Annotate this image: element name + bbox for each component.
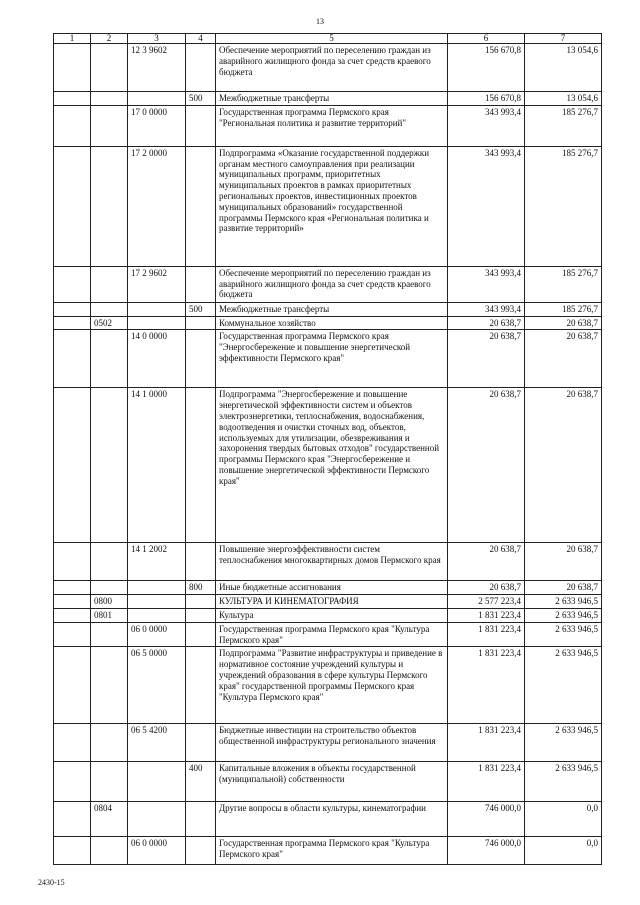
row-col1 bbox=[54, 316, 91, 330]
target-code bbox=[128, 762, 186, 802]
item-name: Подпрограмма "Развитие инфраструктуры и приведение в нормативное состояние учреждений культуры и учреждений образования в сфере культуры Пермского края" государственной программы Пермского края "Культура Пермского края" bbox=[216, 647, 448, 724]
expense-type-code bbox=[186, 44, 216, 92]
table-row bbox=[54, 802, 602, 837]
section-code bbox=[91, 146, 128, 266]
amount-col6: 343 993,4 bbox=[448, 146, 525, 266]
amount-col6: 2 577 223,4 bbox=[448, 595, 525, 609]
item-name: Бюджетные инвестиции на строительство объектов общественной инфраструктуры регионального значения bbox=[216, 724, 448, 762]
row-col1 bbox=[54, 595, 91, 609]
column-header-row bbox=[54, 34, 602, 44]
table-row bbox=[54, 146, 602, 266]
amount-col6: 1 831 223,4 bbox=[448, 762, 525, 802]
target-code bbox=[128, 595, 186, 609]
item-name: Межбюджетные трансферты bbox=[216, 92, 448, 106]
budget-table bbox=[53, 33, 602, 865]
amount-col7: 2 633 946,5 bbox=[525, 608, 602, 622]
expense-type-code bbox=[186, 266, 216, 302]
item-name: Капитальные вложения в объекты государственной (муниципальной) собственности bbox=[216, 762, 448, 802]
expense-type-code: 500 bbox=[186, 92, 216, 106]
amount-col7: 20 638,7 bbox=[525, 581, 602, 595]
expense-type-code bbox=[186, 146, 216, 266]
section-code bbox=[91, 302, 128, 316]
row-col1 bbox=[54, 330, 91, 388]
amount-col6: 343 993,4 bbox=[448, 302, 525, 316]
row-col1 bbox=[54, 608, 91, 622]
table-row bbox=[54, 266, 602, 302]
amount-col6: 20 638,7 bbox=[448, 543, 525, 581]
item-name: Государственная программа Пермского края "Энергосбережение и повышение энергетической эффективности Пермского края" bbox=[216, 330, 448, 388]
target-code: 14 1 2002 bbox=[128, 543, 186, 581]
target-code bbox=[128, 608, 186, 622]
amount-col7: 185 276,7 bbox=[525, 266, 602, 302]
table-row bbox=[54, 762, 602, 802]
table-row bbox=[54, 388, 602, 543]
amount-col7: 2 633 946,5 bbox=[525, 762, 602, 802]
amount-col6: 1 831 223,4 bbox=[448, 608, 525, 622]
amount-col7: 13 054,6 bbox=[525, 92, 602, 106]
item-name: Повышение энергоэффективности систем теплоснабжения многоквартирных домов Пермского края bbox=[216, 543, 448, 581]
table-row bbox=[54, 837, 602, 865]
amount-col6: 1 831 223,4 bbox=[448, 724, 525, 762]
table-row bbox=[54, 543, 602, 581]
item-name: Подпрограмма «Оказание государственной поддержки органам местного самоуправления при реализации муниципальных программ, приоритетных муниципальных проектов в рамках приоритетных региональных проектов, инвестиционных проектов муниципальных образований» государственной программы Пермского края «Региональная политика и развитие территорий» bbox=[216, 146, 448, 266]
row-col1 bbox=[54, 647, 91, 724]
amount-col7: 20 638,7 bbox=[525, 330, 602, 388]
row-col1 bbox=[54, 302, 91, 316]
section-code bbox=[91, 388, 128, 543]
table-row bbox=[54, 316, 602, 330]
column-header: 4 bbox=[186, 34, 216, 44]
table-row bbox=[54, 581, 602, 595]
expense-type-code bbox=[186, 330, 216, 388]
section-code bbox=[91, 44, 128, 92]
row-col1 bbox=[54, 581, 91, 595]
expense-type-code bbox=[186, 622, 216, 647]
item-name: Государственная программа Пермского края "Культура Пермского края" bbox=[216, 837, 448, 865]
amount-col7: 2 633 946,5 bbox=[525, 595, 602, 609]
row-col1 bbox=[54, 92, 91, 106]
section-code bbox=[91, 330, 128, 388]
item-name: КУЛЬТУРА И КИНЕМАТОГРАФИЯ bbox=[216, 595, 448, 609]
section-code bbox=[91, 837, 128, 865]
amount-col6: 343 993,4 bbox=[448, 105, 525, 146]
expense-type-code bbox=[186, 105, 216, 146]
expense-type-code: 800 bbox=[186, 581, 216, 595]
row-col1 bbox=[54, 802, 91, 837]
amount-col7: 185 276,7 bbox=[525, 105, 602, 146]
row-col1 bbox=[54, 105, 91, 146]
amount-col7: 2 633 946,5 bbox=[525, 647, 602, 724]
target-code: 06 0 0000 bbox=[128, 622, 186, 647]
expense-type-code bbox=[186, 647, 216, 724]
section-code: 0502 bbox=[91, 316, 128, 330]
amount-col7: 185 276,7 bbox=[525, 146, 602, 266]
amount-col6: 343 993,4 bbox=[448, 266, 525, 302]
row-col1 bbox=[54, 388, 91, 543]
row-col1 bbox=[54, 146, 91, 266]
row-col1 bbox=[54, 837, 91, 865]
section-code bbox=[91, 724, 128, 762]
amount-col7: 2 633 946,5 bbox=[525, 622, 602, 647]
target-code bbox=[128, 581, 186, 595]
target-code bbox=[128, 316, 186, 330]
amount-col7: 20 638,7 bbox=[525, 543, 602, 581]
target-code: 12 3 9602 bbox=[128, 44, 186, 92]
section-code bbox=[91, 762, 128, 802]
expense-type-code bbox=[186, 608, 216, 622]
column-header: 1 bbox=[54, 34, 91, 44]
amount-col6: 1 831 223,4 bbox=[448, 647, 525, 724]
row-col1 bbox=[54, 622, 91, 647]
target-code: 06 5 4200 bbox=[128, 724, 186, 762]
target-code: 06 5 0000 bbox=[128, 647, 186, 724]
expense-type-code bbox=[186, 837, 216, 865]
amount-col7: 185 276,7 bbox=[525, 302, 602, 316]
column-header: 5 bbox=[216, 34, 448, 44]
expense-type-code bbox=[186, 802, 216, 837]
footer-code: 2430-15 bbox=[38, 878, 65, 887]
amount-col6: 20 638,7 bbox=[448, 581, 525, 595]
target-code: 17 0 0000 bbox=[128, 105, 186, 146]
target-code: 06 0 0000 bbox=[128, 837, 186, 865]
row-col1 bbox=[54, 44, 91, 92]
item-name: Другие вопросы в области культуры, кинематографии bbox=[216, 802, 448, 837]
section-code: 0804 bbox=[91, 802, 128, 837]
column-header: 2 bbox=[91, 34, 128, 44]
item-name: Государственная программа Пермского края "Культура Пермского края" bbox=[216, 622, 448, 647]
amount-col6: 156 670,8 bbox=[448, 44, 525, 92]
target-code: 17 2 9602 bbox=[128, 266, 186, 302]
row-col1 bbox=[54, 724, 91, 762]
section-code bbox=[91, 92, 128, 106]
amount-col6: 746 000,0 bbox=[448, 837, 525, 865]
expense-type-code bbox=[186, 388, 216, 543]
expense-type-code bbox=[186, 595, 216, 609]
item-name: Подпрограмма "Энергосбережение и повышение энергетической эффективности систем и объектов электроэнергетики, теплоснабжения, водоснабжения, водоотведения и очистки сточных вод, объектов, используемых для утилизации, обезвреживания и захоронения твердых бытовых отходов" государственной программы Пермского края "Энергосбережение и повышение энергетической эффективности Пермского края" bbox=[216, 388, 448, 543]
amount-col6: 20 638,7 bbox=[448, 330, 525, 388]
table-row bbox=[54, 330, 602, 388]
target-code bbox=[128, 302, 186, 316]
target-code bbox=[128, 802, 186, 837]
table-row bbox=[54, 105, 602, 146]
table-row bbox=[54, 647, 602, 724]
item-name: Межбюджетные трансферты bbox=[216, 302, 448, 316]
table-row bbox=[54, 92, 602, 106]
table-row bbox=[54, 44, 602, 92]
item-name: Культура bbox=[216, 608, 448, 622]
item-name: Коммунальное хозяйство bbox=[216, 316, 448, 330]
row-col1 bbox=[54, 266, 91, 302]
amount-col7: 20 638,7 bbox=[525, 316, 602, 330]
amount-col6: 156 670,8 bbox=[448, 92, 525, 106]
row-col1 bbox=[54, 762, 91, 802]
table-row bbox=[54, 622, 602, 647]
target-code: 17 2 0000 bbox=[128, 146, 186, 266]
target-code: 14 0 0000 bbox=[128, 330, 186, 388]
amount-col6: 1 831 223,4 bbox=[448, 622, 525, 647]
amount-col6: 746 000,0 bbox=[448, 802, 525, 837]
column-header: 3 bbox=[128, 34, 186, 44]
column-header: 7 bbox=[525, 34, 602, 44]
section-code bbox=[91, 647, 128, 724]
amount-col7: 0,0 bbox=[525, 802, 602, 837]
item-name: Обеспечение мероприятий по переселению граждан из аварийного жилищного фонда за счет средств краевого бюджета bbox=[216, 44, 448, 92]
expense-type-code bbox=[186, 316, 216, 330]
section-code bbox=[91, 581, 128, 595]
expense-type-code: 500 bbox=[186, 302, 216, 316]
target-code bbox=[128, 92, 186, 106]
item-name: Обеспечение мероприятий по переселению граждан из аварийного жилищного фонда за счет средств краевого бюджета bbox=[216, 266, 448, 302]
column-header: 6 bbox=[448, 34, 525, 44]
amount-col7: 0,0 bbox=[525, 837, 602, 865]
expense-type-code bbox=[186, 724, 216, 762]
table-row bbox=[54, 595, 602, 609]
item-name: Иные бюджетные ассигнования bbox=[216, 581, 448, 595]
table-row bbox=[54, 608, 602, 622]
page-number: 13 bbox=[316, 17, 324, 26]
section-code bbox=[91, 622, 128, 647]
amount-col6: 20 638,7 bbox=[448, 316, 525, 330]
expense-type-code bbox=[186, 543, 216, 581]
section-code bbox=[91, 105, 128, 146]
table-row bbox=[54, 724, 602, 762]
amount-col7: 20 638,7 bbox=[525, 388, 602, 543]
section-code bbox=[91, 543, 128, 581]
expense-type-code: 400 bbox=[186, 762, 216, 802]
amount-col6: 20 638,7 bbox=[448, 388, 525, 543]
section-code: 0800 bbox=[91, 595, 128, 609]
target-code: 14 1 0000 bbox=[128, 388, 186, 543]
table-row bbox=[54, 302, 602, 316]
section-code: 0801 bbox=[91, 608, 128, 622]
amount-col7: 2 633 946,5 bbox=[525, 724, 602, 762]
amount-col7: 13 054,6 bbox=[525, 44, 602, 92]
section-code bbox=[91, 266, 128, 302]
item-name: Государственная программа Пермского края "Региональная политика и развитие территорий" bbox=[216, 105, 448, 146]
row-col1 bbox=[54, 543, 91, 581]
